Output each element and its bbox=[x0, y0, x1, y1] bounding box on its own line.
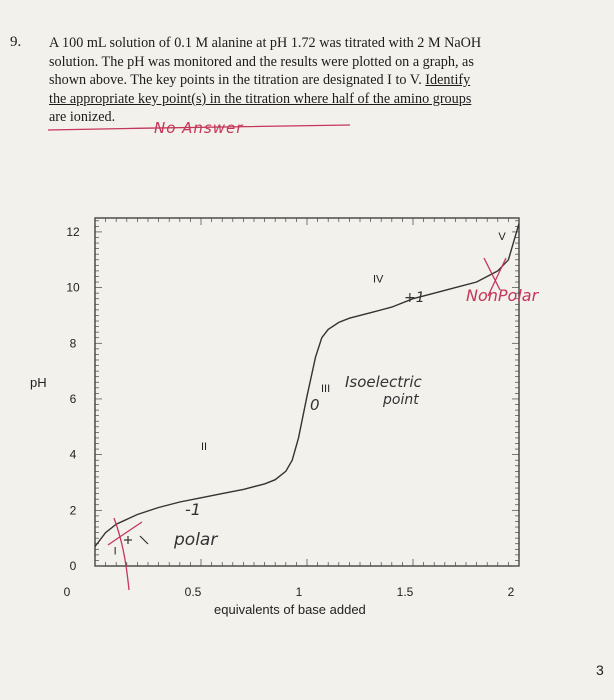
page-number: 3 bbox=[596, 662, 604, 678]
red-x-stroke-2 bbox=[108, 522, 142, 545]
identify-word: Identify bbox=[425, 72, 471, 89]
handwritten-minus-one: -1 bbox=[185, 500, 201, 519]
slash-mark bbox=[140, 536, 148, 544]
x-tick-label: 1.5 bbox=[396, 585, 414, 599]
key-point-labels bbox=[114, 231, 507, 558]
y-tick-label: 12 bbox=[66, 224, 80, 239]
y-axis-label: pH bbox=[30, 375, 47, 390]
x-tick-label: 0.5 bbox=[184, 585, 202, 599]
question-line-4: the appropriate key point(s) in the titration where half of the amino groups bbox=[49, 90, 472, 107]
question-line-1: A 100 mL solution of 0.1 M alanine at pH 1.72 was titrated with 2 M NaOH bbox=[49, 35, 482, 51]
handwritten-point: point bbox=[383, 392, 419, 408]
question-line-5: are ionized. bbox=[49, 109, 116, 126]
handwritten-isoelectric: Isoelectric bbox=[345, 373, 422, 391]
handwritten-zero: 0 bbox=[310, 396, 320, 414]
question-line-2: solution. The pH was monitored and the results were plotted on a graph, as bbox=[49, 53, 474, 70]
x-tick-label: 2 bbox=[507, 585, 515, 599]
y-tick-labels bbox=[66, 225, 80, 573]
plot-frame bbox=[95, 218, 519, 566]
y-tick-label: 0 bbox=[69, 559, 77, 573]
key-point-V: V bbox=[498, 230, 506, 243]
handwritten-polar: polar bbox=[174, 530, 218, 550]
titration-curve bbox=[95, 224, 519, 547]
handwritten-marks bbox=[108, 258, 506, 590]
y-tick-label: 4 bbox=[69, 447, 77, 462]
key-point-II: II bbox=[201, 440, 208, 453]
key-point-I: I bbox=[113, 545, 117, 558]
minor-ticks bbox=[95, 218, 519, 566]
question-number: 9. bbox=[10, 34, 22, 50]
question-line-3-text: shown above. The key points in the titration are designated I to V. bbox=[49, 72, 422, 89]
y-tick-label: 2 bbox=[69, 503, 77, 518]
key-point-III: III bbox=[321, 383, 331, 396]
x-axis-label: equivalents of base added bbox=[214, 602, 366, 617]
y-tick-label: 8 bbox=[69, 336, 77, 351]
x-tick-label: 1 bbox=[295, 585, 303, 599]
handwritten-plus-one: +1 bbox=[404, 290, 425, 306]
handwritten-nonpolar: NonPolar bbox=[466, 286, 539, 305]
handwritten-underline bbox=[48, 125, 350, 130]
x-tick-labels bbox=[64, 585, 515, 599]
y-tick-label: 10 bbox=[66, 280, 80, 295]
y-tick-label: 6 bbox=[69, 391, 77, 406]
pencil-marks bbox=[124, 536, 148, 544]
key-point-IV: IV bbox=[373, 273, 384, 286]
handwritten-no-answer: No Answer bbox=[154, 119, 244, 137]
x-tick-label: 0 bbox=[63, 585, 71, 599]
